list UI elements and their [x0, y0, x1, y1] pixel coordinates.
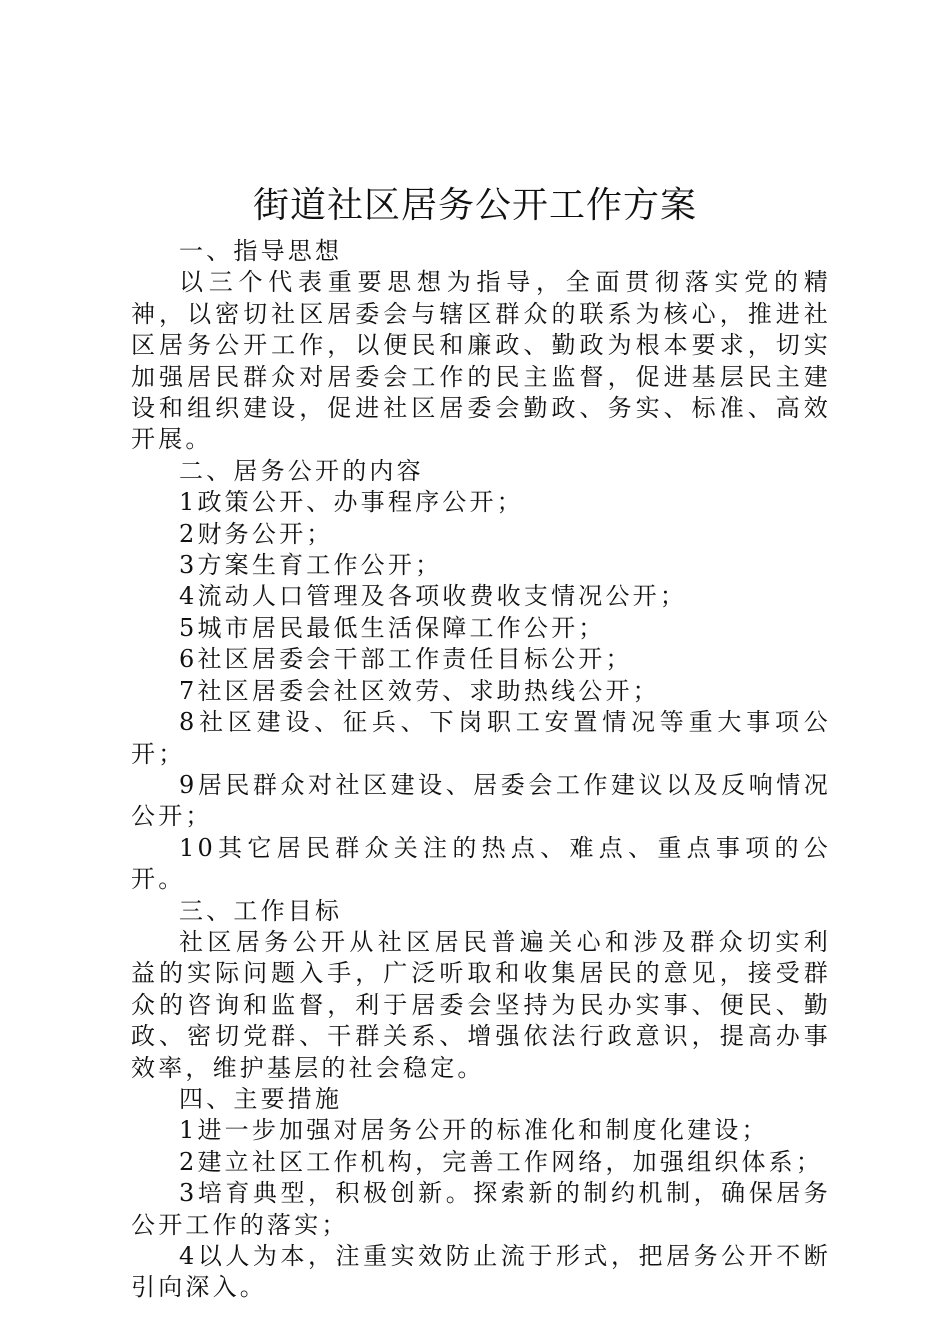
section-heading-disclosure-content: 二、居务公开的内容: [179, 456, 424, 485]
list-item: 10其它居民群众关注的热点、难点、重点事项的公开。: [131, 833, 831, 894]
list-item: 9居民群众对社区建设、居委会工作建议以及反响情况公开；: [131, 770, 831, 831]
section-heading-main-measures: 四、主要措施: [179, 1084, 343, 1113]
list-item: 2建立社区工作机构，完善工作网络，加强组织体系；: [179, 1147, 824, 1176]
list-item: 7社区居委会社区效劳、求助热线公开；: [179, 676, 660, 705]
list-item: 6社区居委会干部工作责任目标公开；: [179, 645, 633, 674]
list-item: 2财务公开；: [179, 519, 334, 548]
document-body: [131, 236, 831, 1304]
list-item: 8社区建设、征兵、下岗职工安置情况等重大事项公开；: [131, 708, 831, 768]
list-item: 3方案生育工作公开；: [179, 551, 443, 580]
document-title: 街道社区居务公开工作方案: [252, 185, 697, 226]
section-heading-guiding-ideology: 一、指导思想: [179, 237, 343, 265]
section-heading-work-goals: 三、工作目标: [179, 896, 343, 925]
list-item: 5城市居民最低生活保障工作公开；: [179, 613, 606, 642]
list-item: 3培育典型，积极创新。探索新的制约机制，确保居务公开工作的落实；: [131, 1179, 831, 1239]
list-item: 1政策公开、办事程序公开；: [179, 488, 524, 517]
list-item: 4流动人口管理及各项收费收支情况公开；: [179, 582, 688, 611]
paragraph-guiding-ideology: 以三个代表重要思想为指导，全面贯彻落实党的精神，以密切社区居委会与辖区群众的联系为核心，推进社区居务公开工作，以便民和廉政、勤政为根本要求，切实加强居民群众对居委会工作的民主监督，促进基层民主建设和组织建设，促进社区居委会勤政、务实、标准、高效开展。: [131, 268, 831, 454]
paragraph-work-goals: 社区居务公开从社区居民普遍关心和涉及群众切实利益的实际问题入手，广泛听取和收集居民的意见，接受群众的咨询和监督，利于居委会坚持为民办实事、便民、勤政、密切党群、干群关系、增强依法行政意识，提高办事效率，维护基层的社会稳定。: [131, 927, 831, 1082]
list-item: 4以人为本，注重实效防止流于形式，把居务公开不断引向深入。: [131, 1242, 831, 1302]
list-item: 1进一步加强对居务公开的标准化和制度化建设；: [179, 1116, 769, 1145]
